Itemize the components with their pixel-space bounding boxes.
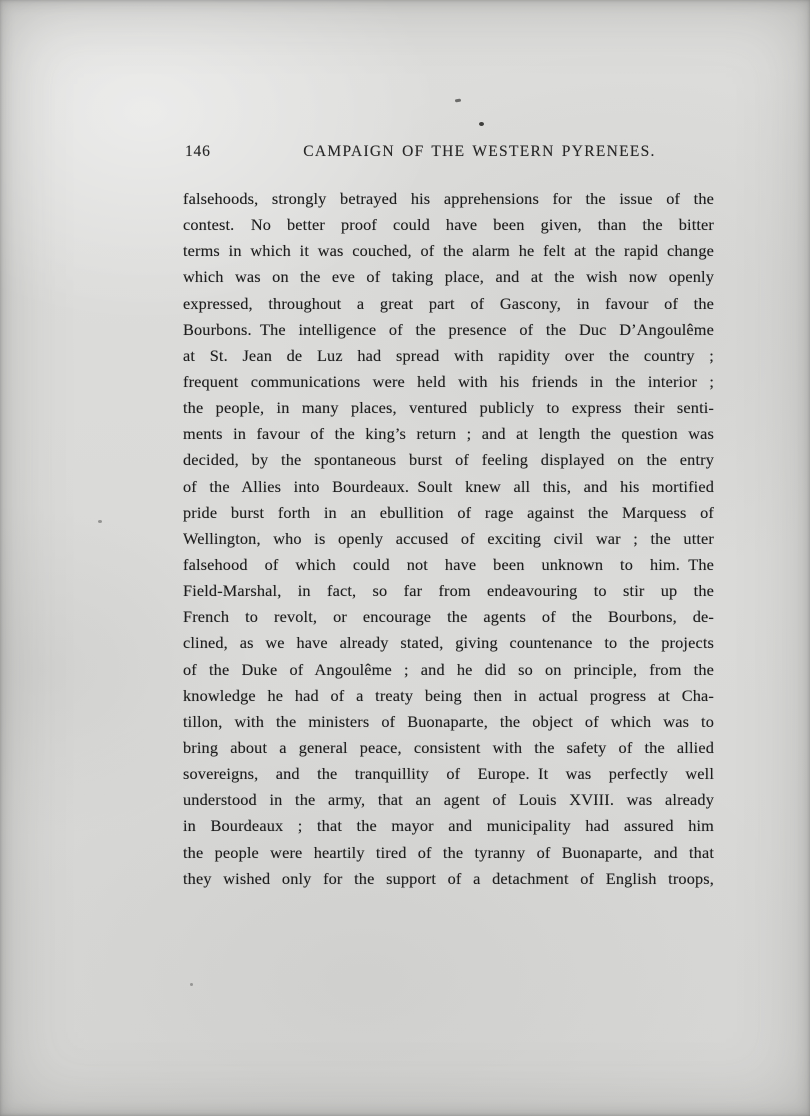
paper-speck [190,983,193,986]
body-paragraph [183,186,714,892]
body-line: falsehood of which could not have been unknown to him. The [183,554,714,574]
page-title: CAMPAIGN OF THE WESTERN PYRENEES. [303,143,656,160]
body-line: frequent communications were held with his friends in the interior ; [183,371,714,391]
body-line: the people, in many places, ventured publicly to express their senti- [183,398,714,418]
body-line: French to revolt, or encourage the agents of the Bourbons, de- [183,607,714,627]
body-line: expressed, throughout a great part of Gascony, in favour of the [183,293,714,313]
paper-speck [479,122,484,126]
body-line: knowledge he had of a treaty being then in actual progress at Cha- [183,685,714,705]
body-line: Bourbons. The intelligence of the presence of the Duc D’Angoulême [183,319,714,339]
running-header [183,143,714,163]
body-line: Wellington, who is openly accused of exciting civil war ; the utter [183,528,714,548]
body-line: of the Allies into Bourdeaux. Soult knew all this, and his mortified [183,476,714,496]
body-line: terms in which it was couched, of the alarm he felt at the rapid change [183,241,714,261]
body-line: contest. No better proof could have been given, than the bitter [183,215,714,235]
body-line: they wished only for the support of a detachment of English troops, [183,868,714,888]
body-line: pride burst forth in an ebullition of rage against the Marquess of [183,502,714,522]
body-line: falsehoods, strongly betrayed his apprehensions for the issue of the [183,189,714,208]
body-line: bring about a general peace, consistent with the safety of the allied [183,737,714,757]
body-line: sovereigns, and the tranquillity of Europe. It was perfectly well [183,764,714,784]
body-line: understood in the army, that an agent of Louis XVIII. was already [183,790,714,810]
body-line: tillon, with the ministers of Buonaparte, the object of which was to [183,711,714,731]
page-number: 146 [185,143,211,160]
body-line: at St. Jean de Luz had spread with rapidity over the country ; [183,345,714,365]
paper-speck [98,520,102,523]
body-line: which was on the eve of taking place, and at the wish now openly [183,267,714,287]
body-line: in Bourdeaux ; that the mayor and municipality had assured him [183,816,714,836]
body-line: of the Duke of Angoulême ; and he did so on principle, from the [183,659,714,679]
body-line: ments in favour of the king’s return ; and at length the question was [183,424,714,444]
paper-speck [455,99,461,103]
body-line: the people were heartily tired of the tyranny of Buonaparte, and that [183,842,714,862]
body-line: Field-Marshal, in fact, so far from endeavouring to stir up the [183,581,714,601]
body-line: clined, as we have already stated, giving countenance to the projects [183,633,714,653]
body-line: decided, by the spontaneous burst of feeling displayed on the entry [183,450,714,470]
